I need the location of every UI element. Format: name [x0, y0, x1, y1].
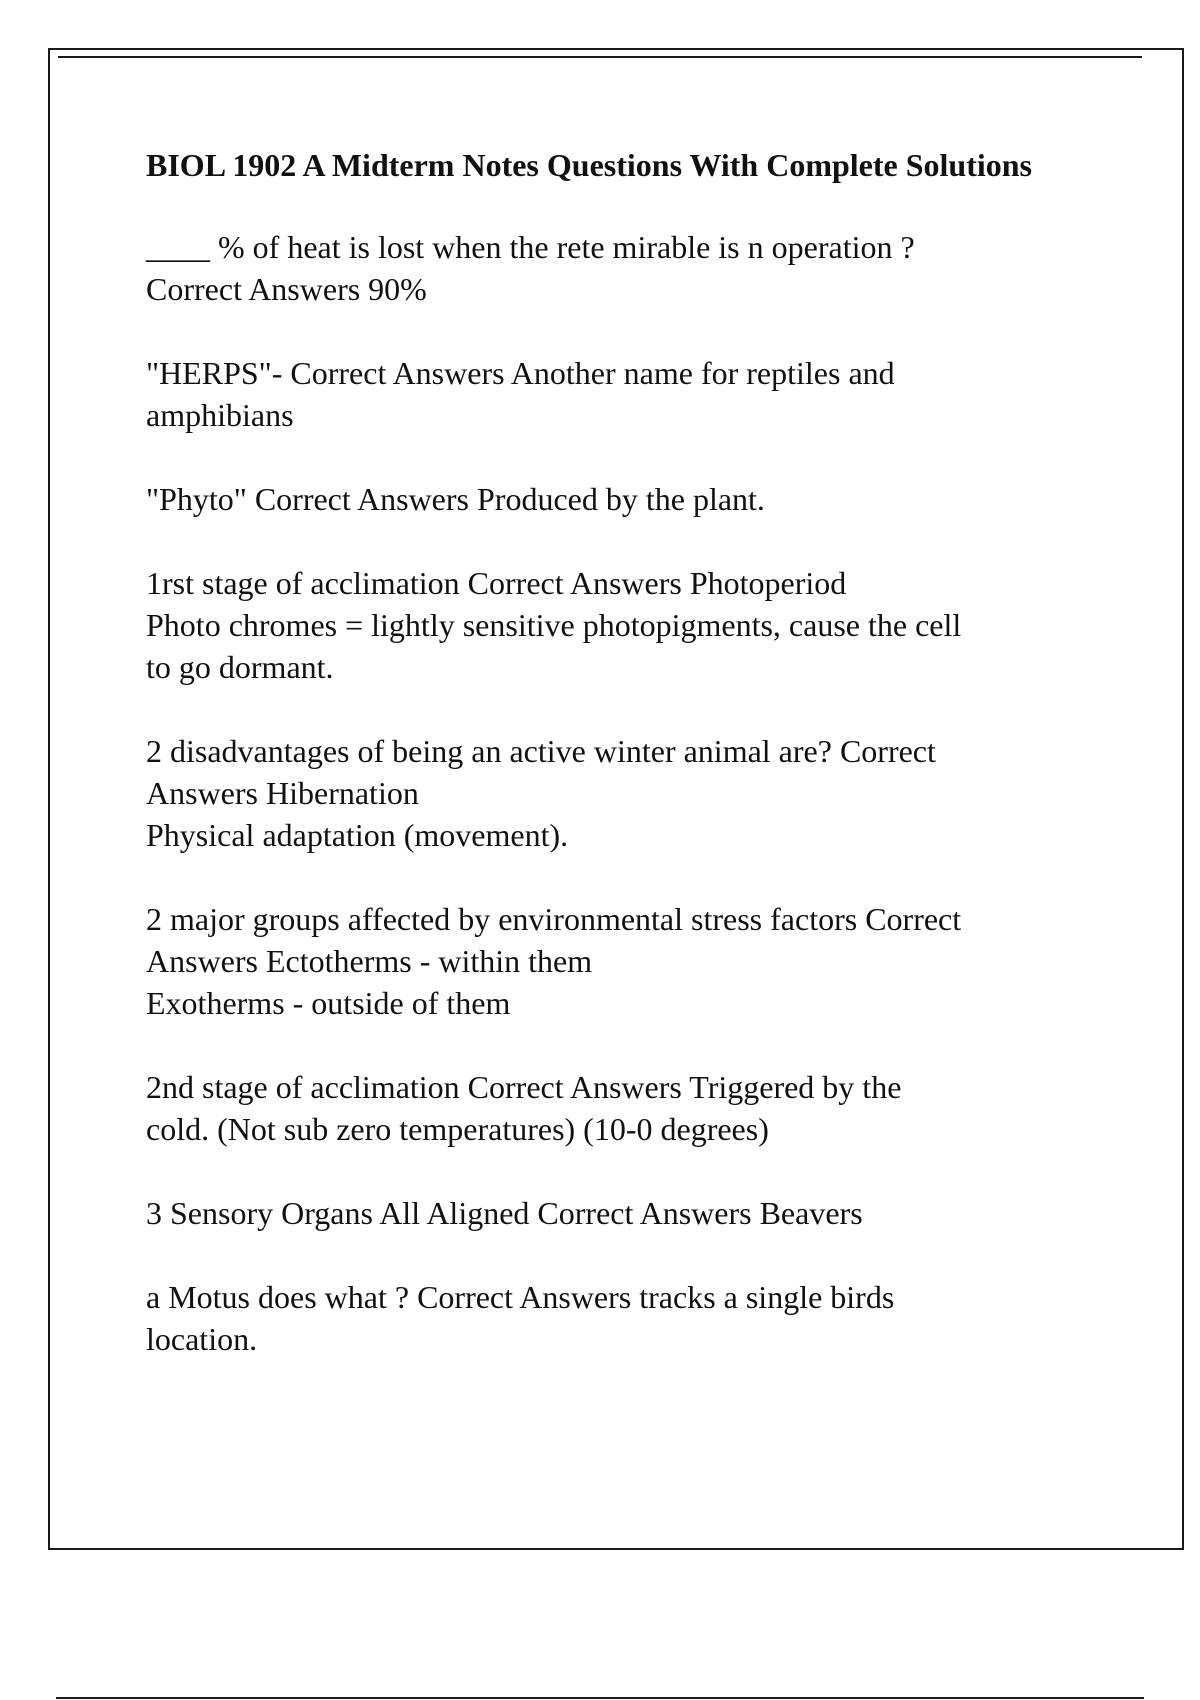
top-rule — [58, 56, 1142, 58]
qa-line: a Motus does what ? Correct Answers tracks a single birds — [146, 1279, 895, 1315]
qa-line: amphibians — [146, 397, 294, 433]
qa-entry — [146, 1276, 1086, 1360]
qa-entry — [146, 352, 1086, 436]
document-body — [146, 144, 1086, 1402]
qa-entry — [146, 478, 1086, 520]
qa-line: ____ % of heat is lost when the rete mirable is n operation ? — [146, 229, 915, 265]
document-title: BIOL 1902 A Midterm Notes Questions With Complete Solutions — [146, 147, 1032, 183]
qa-line: 2 disadvantages of being an active winter animal are? Correct — [146, 733, 936, 769]
qa-line: "HERPS"- Correct Answers Another name for reptiles and — [146, 355, 895, 391]
qa-line: Answers Ectotherms - within them — [146, 943, 593, 979]
qa-entry — [146, 898, 1086, 1024]
qa-line: 1rst stage of acclimation Correct Answers Photoperiod — [146, 565, 847, 601]
qa-line: to go dormant. — [146, 649, 334, 685]
qa-line: Photo chromes = lightly sensitive photopigments, cause the cell — [146, 607, 962, 643]
qa-line: location. — [146, 1321, 258, 1357]
qa-line: 3 Sensory Organs All Aligned Correct Answers Beavers — [146, 1195, 863, 1231]
qa-line: Correct Answers 90% — [146, 271, 427, 307]
qa-line: 2 major groups affected by environmental stress factors Correct — [146, 901, 962, 937]
qa-line: Exotherms - outside of them — [146, 985, 511, 1021]
qa-line: cold. (Not sub zero temperatures) (10-0 degrees) — [146, 1111, 769, 1147]
qa-entry — [146, 1066, 1086, 1150]
qa-line: 2nd stage of acclimation Correct Answers Triggered by the — [146, 1069, 902, 1105]
qa-entry — [146, 730, 1086, 856]
qa-line: Physical adaptation (movement). — [146, 817, 569, 853]
qa-line: Answers Hibernation — [146, 775, 419, 811]
qa-entry — [146, 1192, 1086, 1234]
qa-entry — [146, 562, 1086, 688]
bottom-rule — [56, 1697, 1144, 1699]
qa-line: "Phyto" Correct Answers Produced by the plant. — [146, 481, 765, 517]
qa-entry — [146, 226, 1086, 310]
